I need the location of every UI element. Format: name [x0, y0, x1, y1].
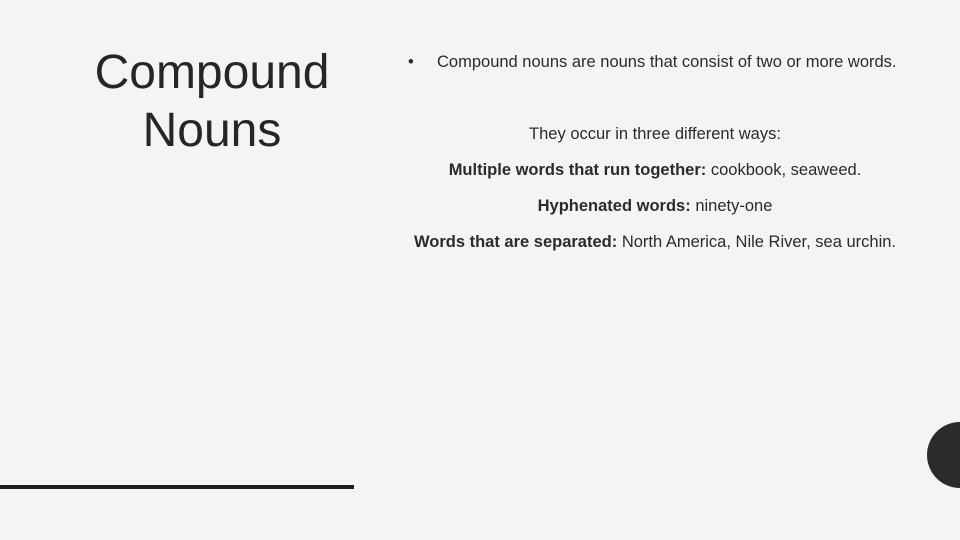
title-underline-rule [0, 485, 354, 489]
definition-bullet [400, 48, 910, 76]
title-line-1: Compound [94, 46, 330, 99]
way-label: Words that are separated: [413, 233, 618, 251]
way-item-hyphenated [400, 192, 910, 220]
way-label: Hyphenated words: [537, 197, 691, 215]
content-body [400, 48, 910, 256]
decorative-corner-circle [927, 422, 960, 488]
definition-text: Compound nouns are nouns that consist of two or more words. [437, 53, 897, 71]
bullet-marker: • [408, 53, 414, 71]
way-item-run-together [400, 156, 910, 184]
slide-title [62, 44, 362, 160]
way-item-separated [400, 228, 910, 256]
way-label: Multiple words that run together: [448, 161, 707, 179]
ways-intro: They occur in three different ways: [529, 125, 781, 143]
title-line-2: Nouns [142, 104, 282, 157]
way-example: ninety-one [690, 197, 773, 215]
way-example: North America, Nile River, sea urchin. [617, 233, 897, 251]
way-example: cookbook, seaweed. [706, 161, 862, 179]
